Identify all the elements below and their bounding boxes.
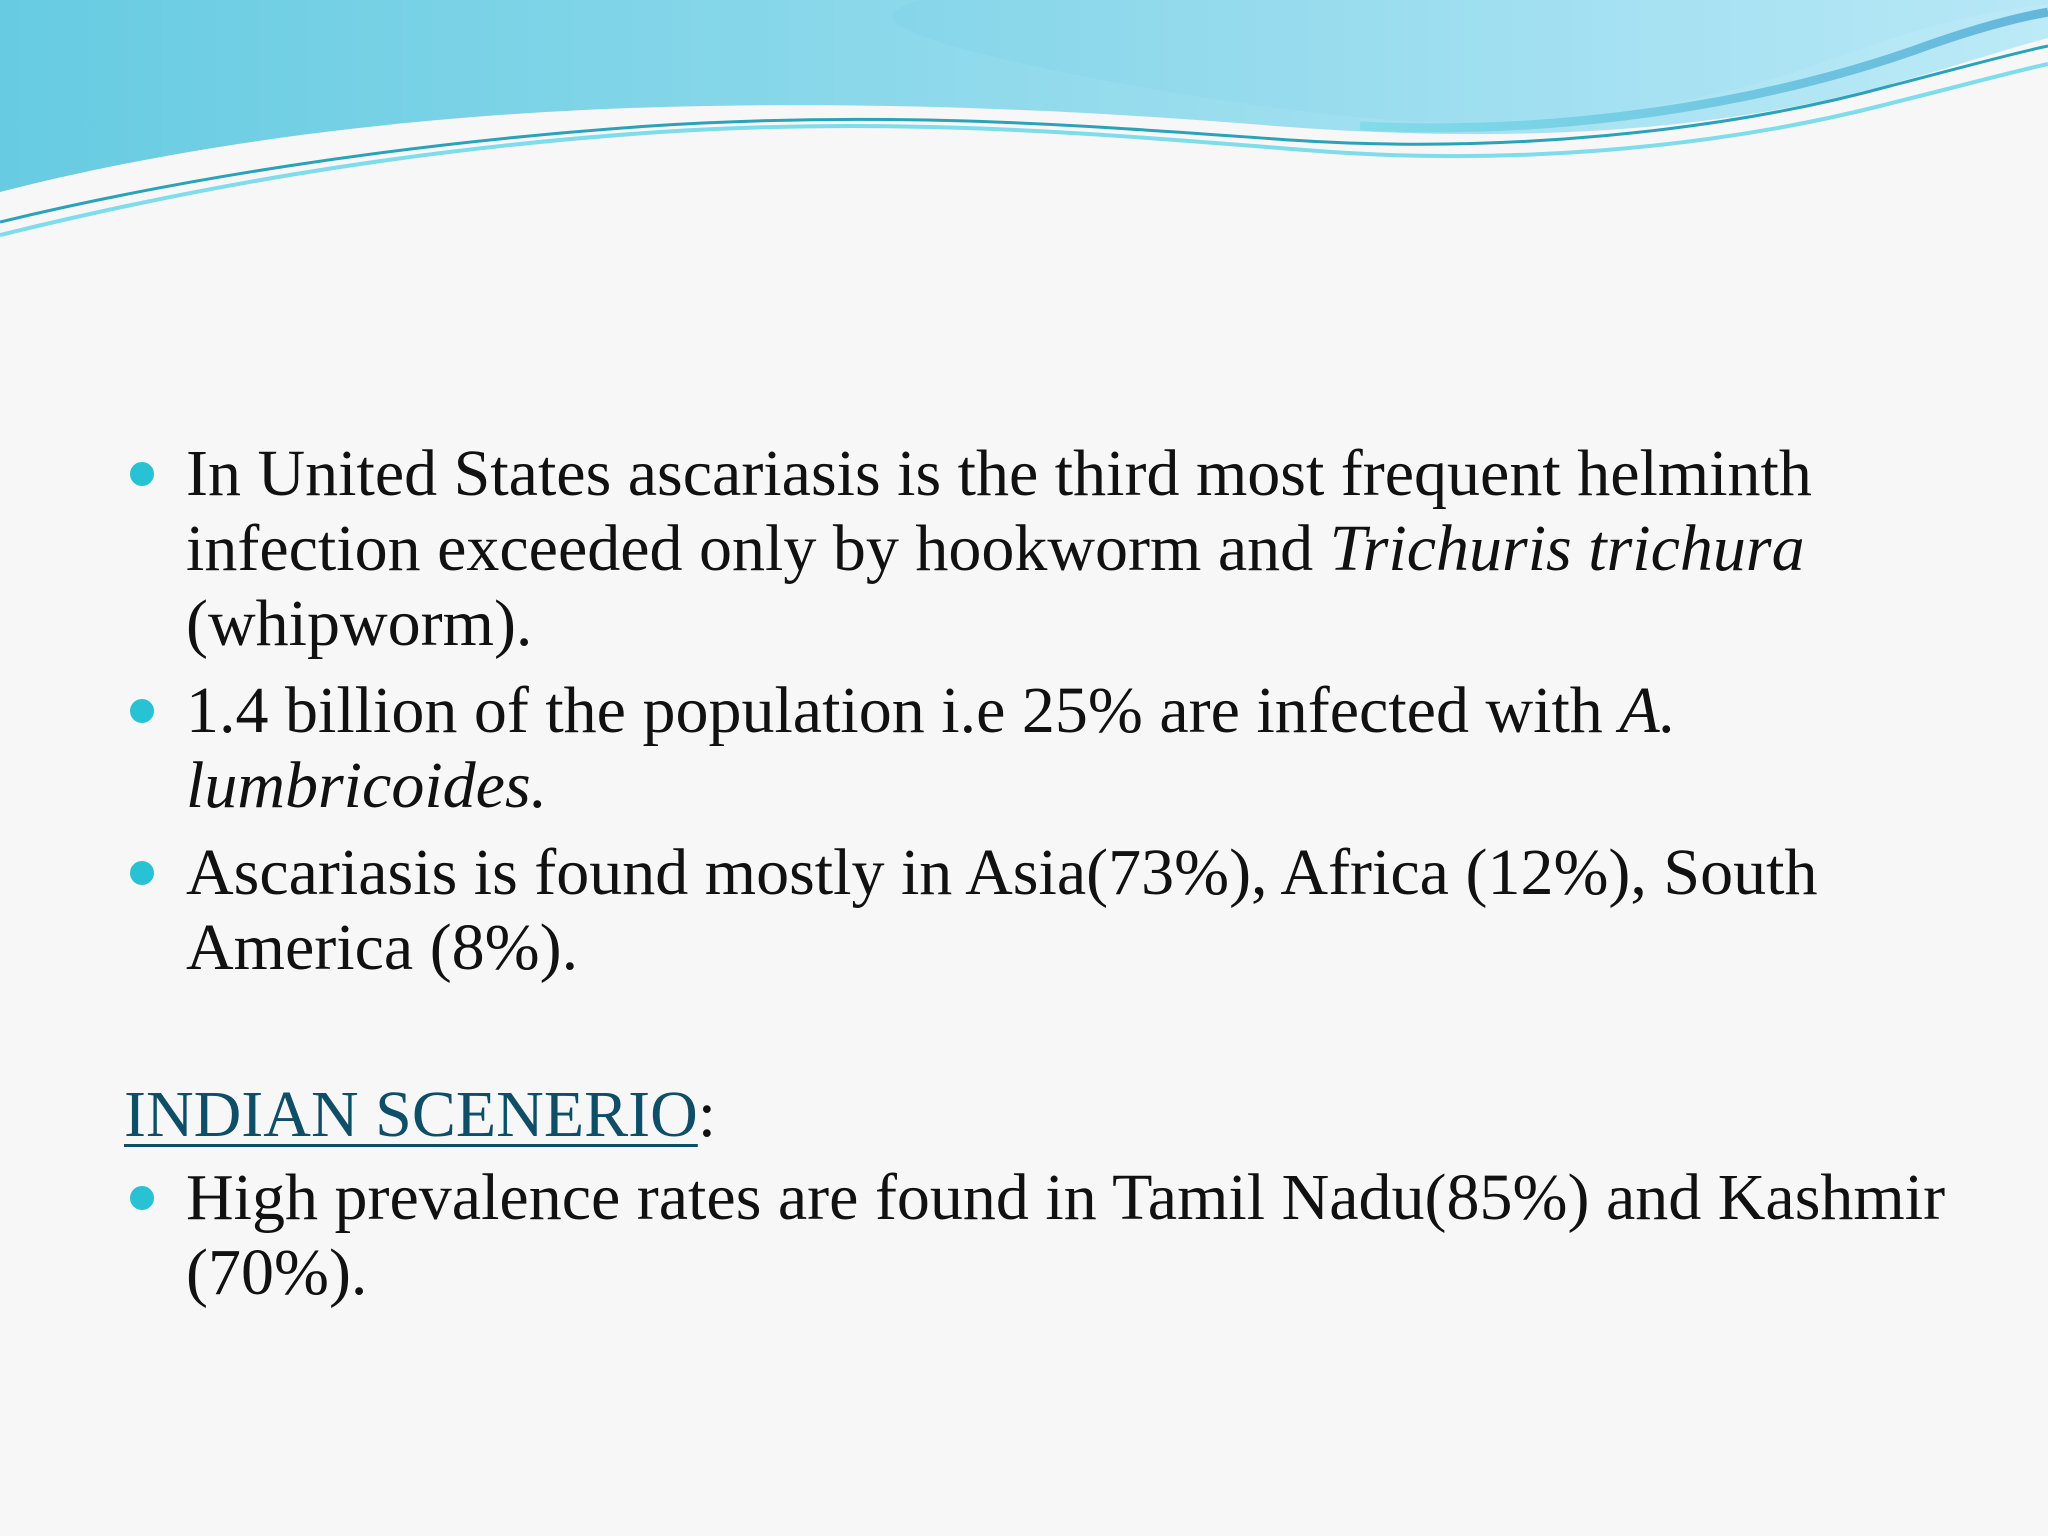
bullet-text-lead: Ascariasis is found mostly in Asia(73%), Africa (12%), South America (8%). [186, 836, 1818, 984]
slide-body [124, 436, 1964, 1322]
bullet-dot-icon [130, 861, 154, 885]
bullet-item-regional-distribution [124, 835, 1964, 985]
section-bullet-list [124, 1160, 1964, 1310]
bullet-text-tail: (whipworm). [186, 587, 533, 660]
bullet-item-global-infection [124, 673, 1964, 823]
bullet-dot-icon [130, 699, 154, 723]
bullet-dot-icon [130, 462, 154, 486]
bullet-text-lead: 1.4 billion of the population i.e 25% are infected with [186, 674, 1620, 747]
section-heading [124, 1077, 1964, 1152]
decorative-wave-header [0, 0, 2048, 240]
bullet-list [124, 436, 1964, 985]
bullet-item-indian-prevalence [124, 1160, 1964, 1310]
section-heading-text: INDIAN SCENERIO [124, 1078, 698, 1151]
bullet-text-italic: Trichuris trichura [1329, 512, 1805, 585]
bullet-item-us-prevalence [124, 436, 1964, 661]
bullet-text-italic: A. lumbricoides. [186, 674, 1677, 822]
bullet-dot-icon [130, 1186, 154, 1210]
bullet-text: High prevalence rates are found in Tamil Nadu(85%) and Kashmir (70%). [186, 1161, 1946, 1309]
section-heading-colon: : [697, 1078, 717, 1151]
bullet-text-lead: In United States ascariasis is the third most frequent helminth infection exceeded only by hookworm and [186, 437, 1812, 585]
